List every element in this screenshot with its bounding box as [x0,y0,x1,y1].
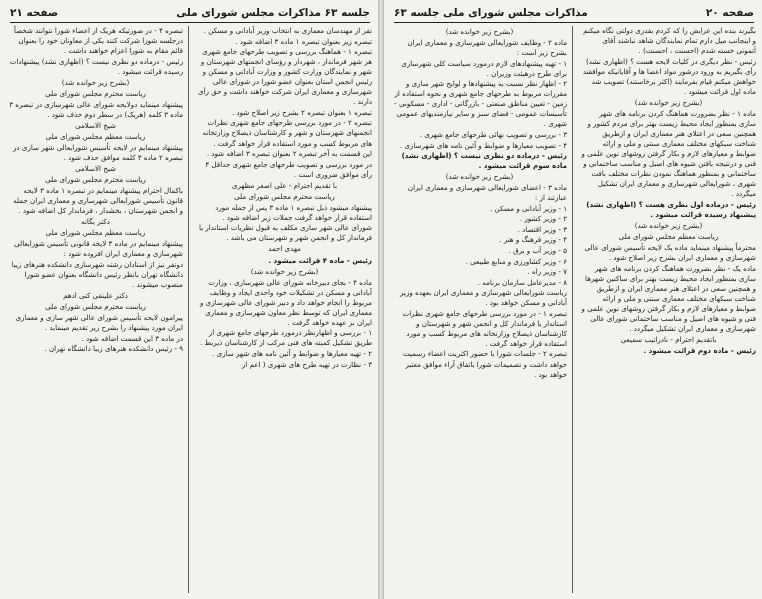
paragraph: پیرامون لایحه تأسیس شورای عالی شهر سازی و معماری ایران مورد پیشنهاد را بشرح زیر تقدیم مینماید . [15,313,183,333]
paragraph: ریاست محترم مجلس شورای ملی [45,302,146,312]
paragraph: رئیس - نظر دیگری در کلیات لایحه هست ؟ (اظهاری نشد) رأی بگیریم به ورود درشور مواد اعضا ها و آقایانیکه موافقند خواهش میکنم قیام بفرمایند (اکثر برخاستند) تصویب شد ماده اول قرائت میشود . [582,56,756,96]
paragraph: ماده ۴ - بجای دبیرخانه شورای عالی شهرسازی ، وزارت آبادانی و مسکن در تشکیلات خود واحدی ایجاد و وظایف مربوط را انجام خواهد داد و دبیر شورای عالی شهرسازی و معماری ایران که توسط نظر معاون شهرسازی و معماری ایران بر عهده خواهد گرفت . [200,277,372,327]
paragraph: بگیرند بنده این عرایض را که کردم بقدری دولتی نگاه میکنم و اینجانب میل دارم تمام نمایندگان شاهد نباشند آقای آتمونی خسته شدم (احسنت ، احسنت) . [583,26,756,56]
paragraph: مهدی احمد [268,244,301,254]
paragraph: تبصره ۴ - در صورتیکه هریک از اعضاء شورا نتوانند شخصاً درجلسه شورا شرکت کنند یکی از معاونان خود را بعنوان قائم مقام به شورا اعزام خواهند داشت . [13,26,183,56]
paragraph: شیخ الاسلامی [75,120,116,130]
paragraph: ۹ - رئیس دانشکده هنرهای زیبا دانشگاه تهران . [44,344,183,354]
paragraph: ماده ۲ - وظایف شورایعالی شهرسازی و معماری ایران بشرح زیر است : [407,38,567,58]
paragraph: ۱ - تهیه پیشنهادهای لازم درمورد سیاست کلی شهرسازی برای طرح درهیئت وزیران . [401,58,567,78]
left-page-left-column [8,26,183,595]
left-page [0,0,378,599]
paragraph: ریاست معظم مجلس شورای ملی [618,231,719,241]
paragraph: ۲ - اظهار نظر نسبت به پیشنهادها و لوایح شهر سازی و مقررات مربوط به طرحهای جامع شهری و نحوه استفاده از زمین - تعیین مناطق صنعتی - بازرگانی - اداری - مسکونی - تأسیسات عمومی - فضای سبز و سایر نیازمندیهای عمومی شهری . [394,79,567,129]
right-running-header [394,4,754,23]
paragraph: (بشرح زیر خوانده شد) [250,266,319,276]
paragraph: شورای عالی شهر سازی مکلف به قبول نظریات استاندار یا فرماندار کل و انجمن شهر و شهرستان می باشد . [198,223,372,243]
paragraph: ماده ۳ - اعضای شورایعالی شهرسازی و معماری ایران عبارتند از : [407,183,567,203]
paragraph: رئیس - درماده دو نظری نیست ؟ (اظهاری نشد) پیشنهادات رسیده قرائت میشود . [9,56,183,76]
paragraph: در ماده ۳ این قسمت اضافه شود . [81,333,183,343]
paragraph: با تقدیم احترام - علی اصغر مظهری [231,180,338,190]
paragraph: ۱ - وزیر آبادانی و مسکن . [490,203,567,213]
paragraph: دکتر یگانه [81,217,110,227]
column-divider [188,26,189,593]
paragraph: ریاست معظم مجلس شورای ملی [45,131,146,141]
right-page-left-column [392,26,567,595]
paragraph: (بشرح زیر خوانده شد) [634,97,703,107]
paragraph: ماده یک - نظر بضرورت هماهنگ کردن برنامه های شهر سازی بمنظور ایجاد محیط زیست بهتر برای ساکنین شهرها و همچنین سعی در اعتلای هنر معماری ایران و ازطریق شناخت سبکهای مختلف معماری سنتی و ملی و ارائه ضوابط و معیارهای لازم و بکار گرفتن روشهای نوین علمی و فنی و شیوه های اصیل و مناسب ساختمانی شورای عالی شهرسازی و معماری ایران تشکیل میگردد . [581,263,756,333]
paragraph: تبصره ۱ بعنوان تبصره ۲ بشرح زیر اصلاح شود . [231,107,372,117]
paragraph: ۵ - وزیر آب و برق . [508,245,567,255]
paragraph: شیخ الاسلامی [75,164,116,174]
paragraph: ریاست محترم مجلس شورای ملی [45,175,146,185]
right-page [384,0,762,599]
paragraph: نفر از مهندسان معماری به انتخاب وزیر آبادانی و مسکن . [203,26,372,35]
paragraph: محترماً پیشنهاد مینماید ماده یک لایحه تأسیس شورای عالی شهرسازی و معماری ایران بشرح زیر اصلاح شود . [584,242,756,263]
left-page-number: صفحه ۲۱ [10,7,59,19]
paragraph: ریاست شورایعالی شهرسازی و معماری ایران بعهده وزیر آبادانی و مسکن خواهد بود . [400,288,567,308]
left-running-header [10,4,370,23]
paragraph: پیشنهاد مینماید دولایحه شورای عالی شهرسازی در تبصره ۳ ماده ۳ کلمه (هریک) در سطر دوم حذف شود . [9,99,183,119]
right-header-title: مذاکرات مجلس شورای ملی جلسه ۶۳ [394,7,588,19]
paragraph: ۴ - تصویب معیارها و ضوابط و آئین نامه های شهرسازی . [399,140,567,150]
paragraph: ریاست معظم مجلس شورای ملی [45,228,146,238]
paragraph: رئیس - ماده ۴ قرائت میشود . [268,255,372,265]
paragraph: ۶ - وزیر کشاورزی و منابع طبیعی . [465,256,567,266]
paragraph: تبصره ۱ - هماهنگ بررسی و تصویب طرحهای جامع شهری هر شهر فرماندار ، شهردار و رؤسای انجمنهای شهرستان و شهر و نمایندگان وزارت کشور و وزارت آبادانی و مسکن و رئیس انجمن استان بعنوان عضو شورا در شورای عالی شهرسازی و معماری ایران شرکت خواهند داشت و حق رأی دارند . [198,47,372,107]
paragraph: پیشنهاد میشود ذیل تبصره ۱ ماده ۳ پس از جمله مورد استفاده قرار خواهد گرفت جملات زیر اضافه شود . [215,202,372,222]
paragraph: پیشنهاد مینمایم در ماده ۳ لایحه قانونی تأسیس شورایعالی شهرسازی و معماری ایران افزوده شود : [14,239,183,259]
paragraph: ۳ - بررسی و تصویب نهائی طرحهای جامع شهری . [419,129,567,139]
paragraph: (بشرح زیر خوانده شد) [445,27,514,36]
right-page-right-column [581,26,756,595]
paragraph: (بشرح زیر خوانده شد) [634,220,703,230]
paragraph: (بشرح زیر خوانده شد) [61,77,130,87]
paragraph: باتقدیم احترام - نادراتیب سمیعی [620,334,717,344]
paragraph: ۲ - وزیر کشور . [519,214,567,224]
paragraph: ریاست محترم مجلس شورای ملی [234,191,335,201]
paragraph: تبصره ۲ - جلسات شورا با حضور اکثریت اعضاء رسمیت خواهد داشت و تصمیمات شورا باتفاق آراء موافق معتبر خواهد بود . [402,349,567,379]
paragraph: ۸ - مدیرعامل سازمان برنامه . [477,277,567,287]
paragraph: ۱ - بررسی و اظهارنظر درمورد طرحهای جامع شهری از طریق تشکیل کمیته های فنی مرکب از کارشناسان ذیربط . [200,328,372,348]
paragraph: دکتر علینقی کنی ادهم [63,291,128,301]
paragraph: رئیس - درماده دو نظری نیست ؟ (اظهاری نشد) ماده سوم قرائت میشود . [401,151,567,171]
paragraph: تبصره ۲ - در مورد بررسی طرحهای جامع شهری نظرات انجمنهای شهرستان و شهر و کارشناسان ذیصلاح وزارتخانه های مربوط کسب و مورد استفاده قرار خواهد گرفت . [202,118,372,148]
paragraph: رئیس - درماده اول نظری هست ؟ (اظهاری نشد) پیشنهاد رسیده قرائت میشود . [586,199,756,219]
paragraph: ۳ - نظارت در تهیه طرح های شهری ( اعم از [241,359,372,369]
paragraph: رئیس - ماده دوم قرائت میشود . [643,345,756,355]
paragraph: در مورد بررسی و تصویب طرحهای جامع شهری حداقل ۴ رأی موافق ضروری است . [205,159,372,179]
paragraph: ماده ۱ - نظر بضرورت هماهنگ کردن برنامه های شهر سازی بمنظور ایجاد محیط زیست بهتر برای مردم کشور و همچنین سعی در اعتلای هنر معماری ایران و ازطریق شناخت سبکهای مختلف معماری سنتی و ملی و ارائه ضوابط و معیارهای لازم و بکار گرفتن روشهای نوین علمی و فنی و درنتیجه یافتن شیوه های اصیل و مناسب ساختمانی و ساختمانی و بمنظور هماهنگ نمودن نظرات مختلف بافت شهری ، شورایعالی شهرسازی و معماری ایران تشکیل میگردد . [581,108,756,199]
paragraph: ریاست محترم مجلس شورای ملی [45,88,146,98]
paragraph: ۲ - تهیه معیارها و ضوابط و آئین نامه های شهر سازی . [212,348,372,358]
paragraph: ۴ - وزیر فرهنگ و هنر . [499,235,567,245]
paragraph: دونفر نیز از استادان رشته شهرسازی دانشکده هنرهای زیبا دانشگاه تهران بانظر رئیس دانشگاه بعنوان عضو شورا منصوب میشوند . [11,260,183,290]
paragraph: باکمال احترام پیشنهاد مینمایم در تبصره ۱ ماده ۳ لایحه قانون تأسیس شورایعالی شهرسازی و معماری ایران جمله و انجمن شهرستان ، بخشدار ، فرماندار کل اضافه شود . [13,186,183,216]
paragraph: تبصره ۱ - در مورد بررسی طرحهای جامع شهری نظرات استاندار یا فرماندار کل و انجمن شهر و شهرستان و کارشناسان ذیصلاح وزارتخانه های مربوط کسب و مورد استفاده قرار خواهد گرفت . [402,308,567,348]
right-page-number: صفحه ۲۰ [705,7,754,19]
paragraph: ۳ - وزیر اقتصاد . [517,224,567,234]
paragraph: ۷ - وزیر راه . [527,267,567,277]
paragraph: این قسمت به آخر تبصره ۲ بعنوان تبصره ۳ اضافه شود . [206,149,372,159]
paragraph: پیشنهاد مینمایم در لایحه تأسیس شورایعالی شهر سازی در تبصره ۲ ماده ۳ کلمه موافق حذف شود . [13,143,183,163]
left-page-right-column [197,26,372,595]
left-header-title: جلسه ۶۳ مذاکرات مجلس شورای ملی [176,7,370,19]
column-divider [572,26,573,593]
paragraph: تبصره زیر بعنوان تبصره ۱ ماده ۳ اضافه شود . [235,36,372,46]
paragraph: (بشرح زیر خوانده شد) [445,172,514,182]
